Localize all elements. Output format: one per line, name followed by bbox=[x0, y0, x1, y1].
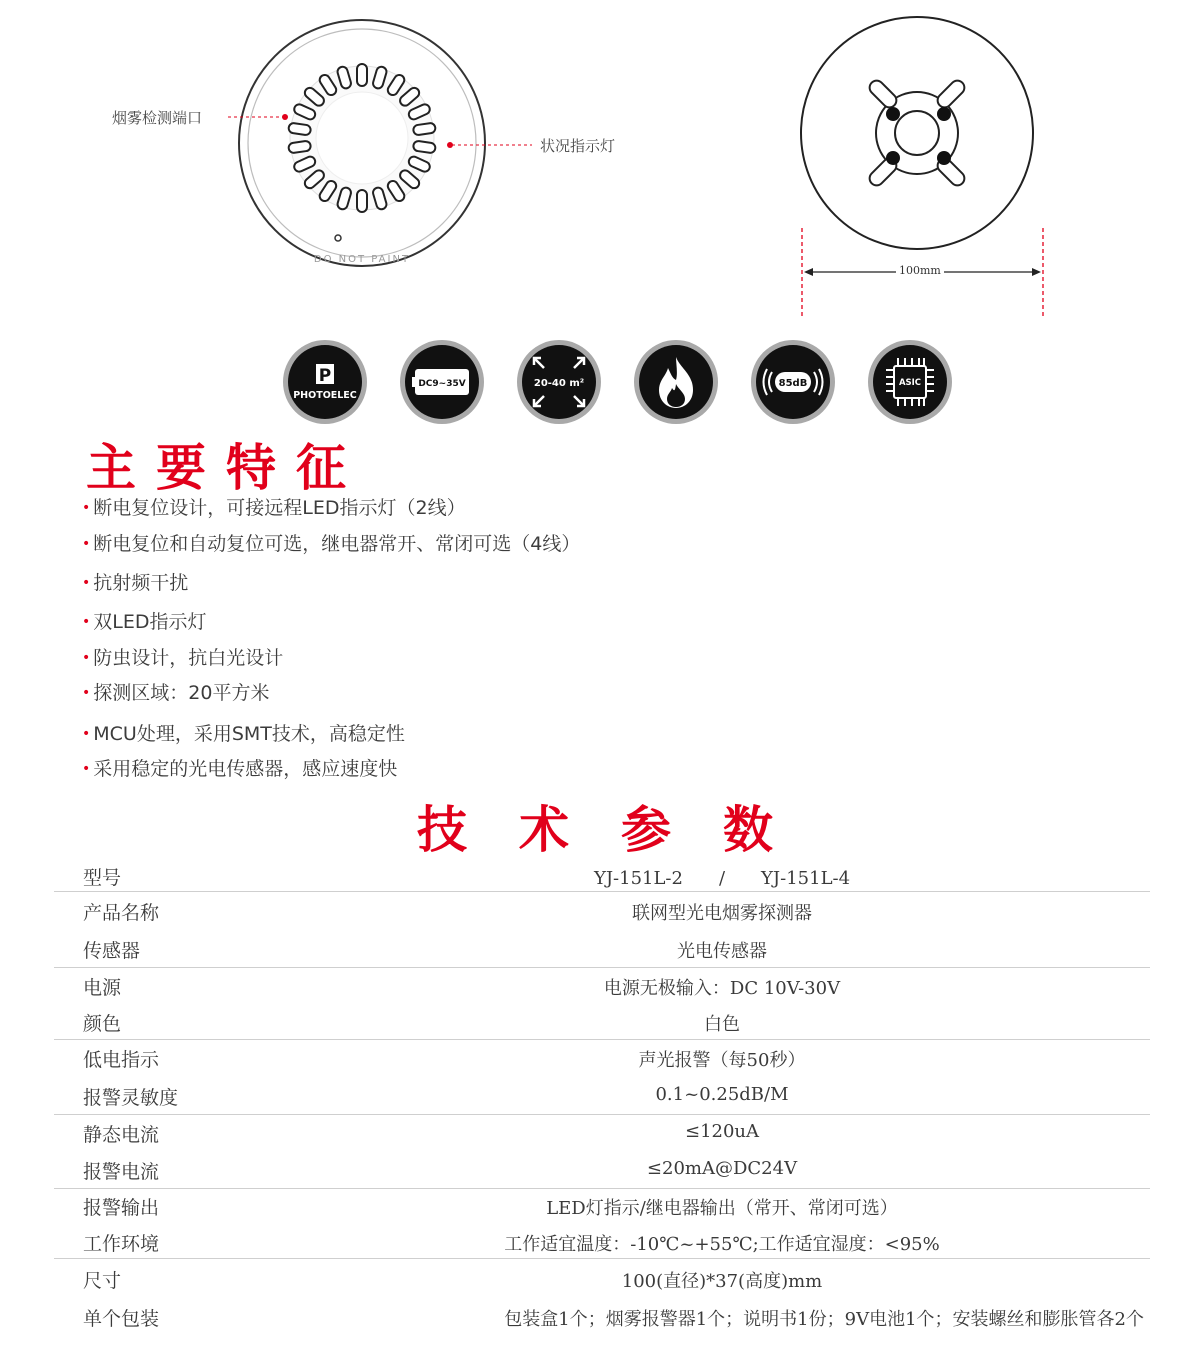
product-drawings bbox=[0, 0, 1200, 330]
svg-text:DC9~35V: DC9~35V bbox=[418, 379, 466, 389]
sound-icon bbox=[760, 362, 826, 402]
spec-value: 联网型光电烟雾探测器 bbox=[632, 903, 812, 924]
badge-sound bbox=[751, 340, 835, 424]
spec-key: 单个包装 bbox=[83, 1308, 160, 1330]
spec-key: 颜色 bbox=[83, 1013, 122, 1035]
spec-value: 工作适宜温度：-10℃~+55℃;工作适宜湿度：<95% bbox=[504, 1234, 940, 1255]
badge-area bbox=[517, 340, 601, 424]
spec-value: 白色 bbox=[704, 1014, 740, 1035]
vent-fin bbox=[357, 190, 367, 212]
spec-value: 100(直径)*37(高度)mm bbox=[621, 1271, 823, 1292]
spec-value: YJ-151L-2 / YJ-151L-4 bbox=[593, 868, 851, 889]
spec-value: 光电传感器 bbox=[677, 941, 767, 962]
vent-fin bbox=[413, 123, 436, 136]
badge-voltage bbox=[400, 340, 484, 424]
callout-status-led: 状况指示灯 bbox=[540, 137, 616, 155]
callout-smoke-port: 烟雾检测端口 bbox=[112, 109, 203, 127]
spec-key: 产品名称 bbox=[83, 902, 160, 924]
dimension-label: 100mm bbox=[896, 264, 944, 277]
spec-row-alarm-current bbox=[54, 1152, 1150, 1188]
feature-badges bbox=[283, 340, 953, 424]
spec-row-product-name bbox=[54, 893, 1150, 929]
spec-key: 型号 bbox=[83, 867, 122, 889]
spec-row-sensor bbox=[54, 931, 1150, 967]
spec-value: 包装盒1个；烟雾报警器1个；说明书1份；9V电池1个；安装螺丝和膨胀管各2个 bbox=[504, 1309, 1144, 1330]
table-divider bbox=[54, 891, 1150, 892]
spec-row-color bbox=[54, 1004, 1150, 1040]
vent-fin bbox=[413, 140, 436, 153]
spec-row-power bbox=[54, 968, 1150, 1004]
spec-row-model bbox=[54, 858, 1150, 894]
rim-text: DO NOT PAINT bbox=[313, 254, 411, 265]
fire-icon bbox=[649, 354, 703, 410]
spec-key: 工作环境 bbox=[83, 1233, 160, 1255]
feature-item: • 双LED指示灯 bbox=[82, 611, 207, 633]
feature-item: • 探测区域：20平方米 bbox=[82, 682, 270, 704]
svg-text:P: P bbox=[318, 366, 332, 386]
feature-item: • 断电复位和自动复位可选，继电器常开、常闭可选（4线） bbox=[82, 533, 581, 555]
spec-value: ≤20mA@DC24V bbox=[646, 1158, 798, 1179]
spec-value: ≤120uA bbox=[684, 1121, 760, 1142]
spec-row-standby-current bbox=[54, 1115, 1150, 1151]
spec-key: 报警电流 bbox=[83, 1161, 160, 1183]
svg-text:85dB: 85dB bbox=[778, 378, 808, 389]
front-view bbox=[228, 20, 532, 266]
badge-fire bbox=[634, 340, 718, 424]
features-title: 主要特征 bbox=[86, 439, 366, 497]
feature-item: • 断电复位设计，可接远程LED指示灯（2线） bbox=[82, 497, 466, 519]
spec-key: 尺寸 bbox=[83, 1270, 122, 1292]
spec-value: LED灯指示/继电器输出（常开、常闭可选） bbox=[546, 1198, 898, 1219]
area-icon bbox=[526, 352, 592, 412]
spec-key: 电源 bbox=[83, 977, 122, 999]
spec-row-environment bbox=[54, 1224, 1150, 1260]
feature-item: • 采用稳定的光电传感器，感应速度快 bbox=[82, 758, 398, 780]
spec-row-sensitivity bbox=[54, 1078, 1150, 1114]
feature-item: • MCU处理，采用SMT技术，高稳定性 bbox=[82, 723, 405, 745]
spec-key: 报警灵敏度 bbox=[83, 1087, 179, 1109]
battery-icon bbox=[411, 365, 473, 399]
svg-text:20-40 m²: 20-40 m² bbox=[533, 378, 585, 389]
photoelectric-icon bbox=[293, 362, 357, 402]
spec-value: 声光报警（每50秒） bbox=[638, 1050, 806, 1071]
svg-text:PHOTOELEC: PHOTOELEC bbox=[293, 390, 357, 401]
vent-fin bbox=[288, 123, 311, 136]
feature-item: • 防虫设计，抗白光设计 bbox=[82, 647, 284, 669]
vent-fin bbox=[288, 140, 311, 153]
specs-title: 技术参数 bbox=[417, 801, 825, 859]
spec-value: 0.1~0.25dB/M bbox=[655, 1084, 789, 1105]
vent-fin bbox=[357, 64, 367, 86]
spec-key: 报警输出 bbox=[83, 1197, 160, 1219]
spec-key: 传感器 bbox=[83, 940, 141, 962]
chip-icon bbox=[882, 354, 938, 410]
badge-photoelectric bbox=[283, 340, 367, 424]
badge-chip bbox=[868, 340, 952, 424]
spec-value: 电源无极输入：DC 10V-30V bbox=[603, 978, 841, 999]
spec-row-size bbox=[54, 1261, 1150, 1297]
spec-key: 低电指示 bbox=[83, 1049, 160, 1071]
spec-row-package bbox=[54, 1299, 1150, 1335]
feature-item: • 抗射频干扰 bbox=[82, 572, 189, 594]
table-divider bbox=[54, 1258, 1150, 1259]
detector-line-drawing bbox=[0, 0, 1200, 330]
svg-text:ASIC: ASIC bbox=[898, 378, 922, 388]
spec-row-alarm-output bbox=[54, 1188, 1150, 1224]
spec-row-low-battery bbox=[54, 1040, 1150, 1076]
spec-key: 静态电流 bbox=[83, 1124, 160, 1146]
